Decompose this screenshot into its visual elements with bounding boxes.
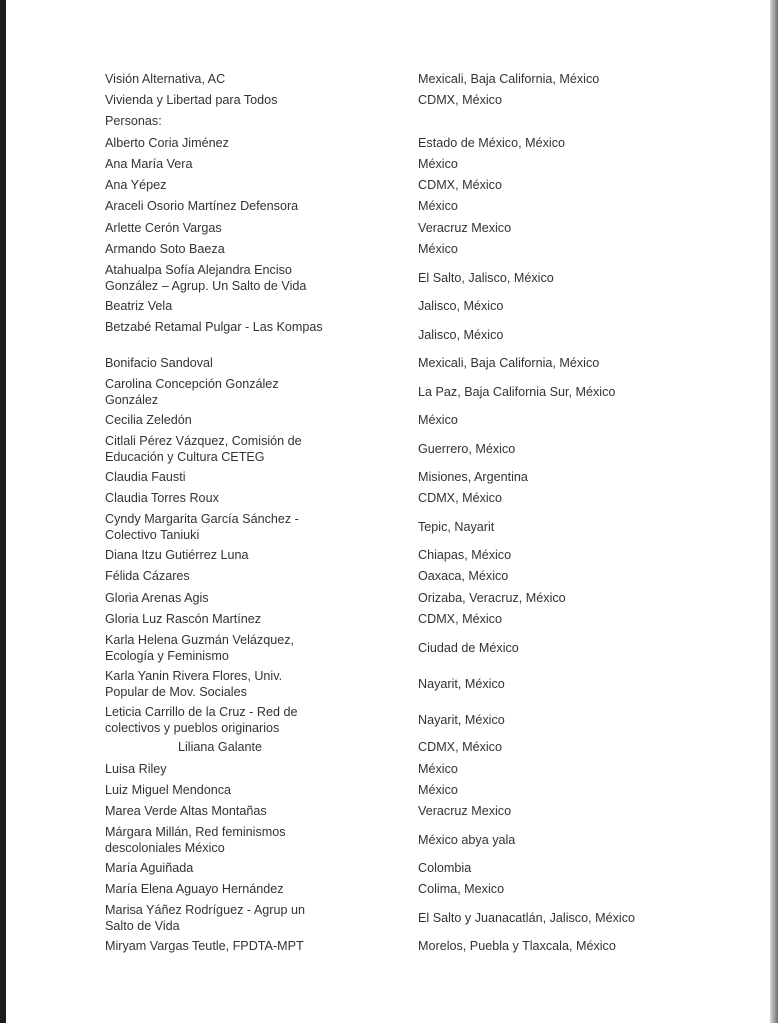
entry-location: Oaxaca, México bbox=[418, 569, 509, 583]
entry-location: Nayarit, México bbox=[418, 713, 505, 727]
entry-name: Atahualpa Sofía Alejandra Enciso González – Agrup. Un Salto de Vida bbox=[105, 263, 307, 293]
entry-location: CDMX, México bbox=[418, 612, 502, 626]
entry-location: Veracruz Mexico bbox=[418, 804, 512, 818]
entry-name: Armando Soto Baeza bbox=[105, 242, 225, 256]
entry-location: Veracruz Mexico bbox=[418, 221, 512, 235]
entry-name: Carolina Concepción González González bbox=[105, 377, 279, 407]
entry-location: Morelos, Puebla y Tlaxcala, México bbox=[418, 939, 616, 953]
entry-location: Ciudad de México bbox=[418, 641, 519, 655]
entry-location: Colombia bbox=[418, 861, 472, 875]
entry-name: Marea Verde Altas Montañas bbox=[105, 804, 267, 818]
page-edge-shadow bbox=[770, 0, 778, 1023]
entry-name: Ana María Vera bbox=[105, 157, 193, 171]
entry-name: Leticia Carrillo de la Cruz - Red de colectivos y pueblos originarios bbox=[105, 705, 298, 735]
entry-location: México bbox=[418, 242, 458, 256]
entry-location: Mexicali, Baja California, México bbox=[418, 356, 600, 370]
entry-name: Beatriz Vela bbox=[105, 299, 173, 313]
entry-name: Bonifacio Sandoval bbox=[105, 356, 213, 370]
entry-name: Gloria Luz Rascón Martínez bbox=[105, 612, 262, 626]
entry-location: CDMX, México bbox=[418, 178, 502, 192]
entry-name: Marisa Yáñez Rodríguez - Agrup un Salto de Vida bbox=[105, 903, 305, 933]
entry-name: Arlette Cerón Vargas bbox=[105, 221, 222, 235]
entry-location: Jalisco, México bbox=[418, 299, 504, 313]
entry-location: Chiapas, México bbox=[418, 548, 512, 562]
entry-name: Vivienda y Libertad para Todos bbox=[105, 93, 278, 107]
entry-name: Gloria Arenas Agis bbox=[105, 591, 209, 605]
entry-location: CDMX, México bbox=[418, 93, 502, 107]
entry-location: Jalisco, México bbox=[418, 328, 504, 342]
entry-location: México abya yala bbox=[418, 833, 516, 847]
entry-location: Guerrero, México bbox=[418, 442, 516, 456]
entry-name: Ana Yépez bbox=[105, 178, 167, 192]
section-label: Personas: bbox=[105, 114, 162, 128]
entry-location: México bbox=[418, 157, 458, 171]
entry-name: Félida Cázares bbox=[105, 569, 190, 583]
entry-name: Alberto Coria Jiménez bbox=[105, 136, 229, 150]
entry-location: Misiones, Argentina bbox=[418, 470, 528, 484]
entry-location: Mexicali, Baja California, México bbox=[418, 72, 600, 86]
entry-location: México bbox=[418, 413, 458, 427]
entry-name: Citlali Pérez Vázquez, Comisión de Educación y Cultura CETEG bbox=[105, 434, 302, 464]
entry-location: Estado de México, México bbox=[418, 136, 565, 150]
entry-location: Colima, Mexico bbox=[418, 882, 505, 896]
entry-location: CDMX, México bbox=[418, 491, 502, 505]
entry-name: María Aguiñada bbox=[105, 861, 194, 875]
entry-location: México bbox=[418, 762, 458, 776]
entry-location: Tepic, Nayarit bbox=[418, 520, 495, 534]
entry-name: Visión Alternativa, AC bbox=[105, 72, 226, 86]
entry-name: Araceli Osorio Martínez Defensora bbox=[105, 199, 299, 213]
entry-name: Claudia Fausti bbox=[105, 470, 186, 484]
entry-name: Márgara Millán, Red feminismos descoloniales México bbox=[105, 825, 286, 855]
entry-name: Liliana Galante bbox=[178, 740, 263, 754]
entry-location: Nayarit, México bbox=[418, 677, 505, 691]
entry-location: México bbox=[418, 783, 458, 797]
entry-name: Karla Helena Guzmán Velázquez, Ecología y Feminismo bbox=[105, 633, 295, 663]
entry-name: Luisa Riley bbox=[105, 762, 167, 776]
entry-name: Cyndy Margarita García Sánchez - Colectivo Taniuki bbox=[105, 512, 299, 542]
entry-location: México bbox=[418, 199, 458, 213]
entry-name: Claudia Torres Roux bbox=[105, 491, 219, 505]
entry-location: Orizaba, Veracruz, México bbox=[418, 591, 566, 605]
document-page bbox=[6, 0, 770, 1023]
entry-location: El Salto y Juanacatlán, Jalisco, México bbox=[418, 911, 635, 925]
entry-name: Luiz Miguel Mendonca bbox=[105, 783, 232, 797]
entry-name: Karla Yanin Rivera Flores, Univ. Popular de Mov. Sociales bbox=[105, 669, 283, 699]
entry-location: La Paz, Baja California Sur, México bbox=[418, 385, 616, 399]
entry-name: Betzabé Retamal Pulgar - Las Kompas bbox=[105, 320, 323, 334]
entry-name: Miryam Vargas Teutle, FPDTA-MPT bbox=[105, 939, 304, 953]
entry-location: CDMX, México bbox=[418, 740, 502, 754]
entry-name: Diana Itzu Gutiérrez Luna bbox=[105, 548, 249, 562]
entry-location: El Salto, Jalisco, México bbox=[418, 271, 554, 285]
entry-name: Cecilia Zeledón bbox=[105, 413, 192, 427]
entry-name: María Elena Aguayo Hernández bbox=[105, 882, 284, 896]
